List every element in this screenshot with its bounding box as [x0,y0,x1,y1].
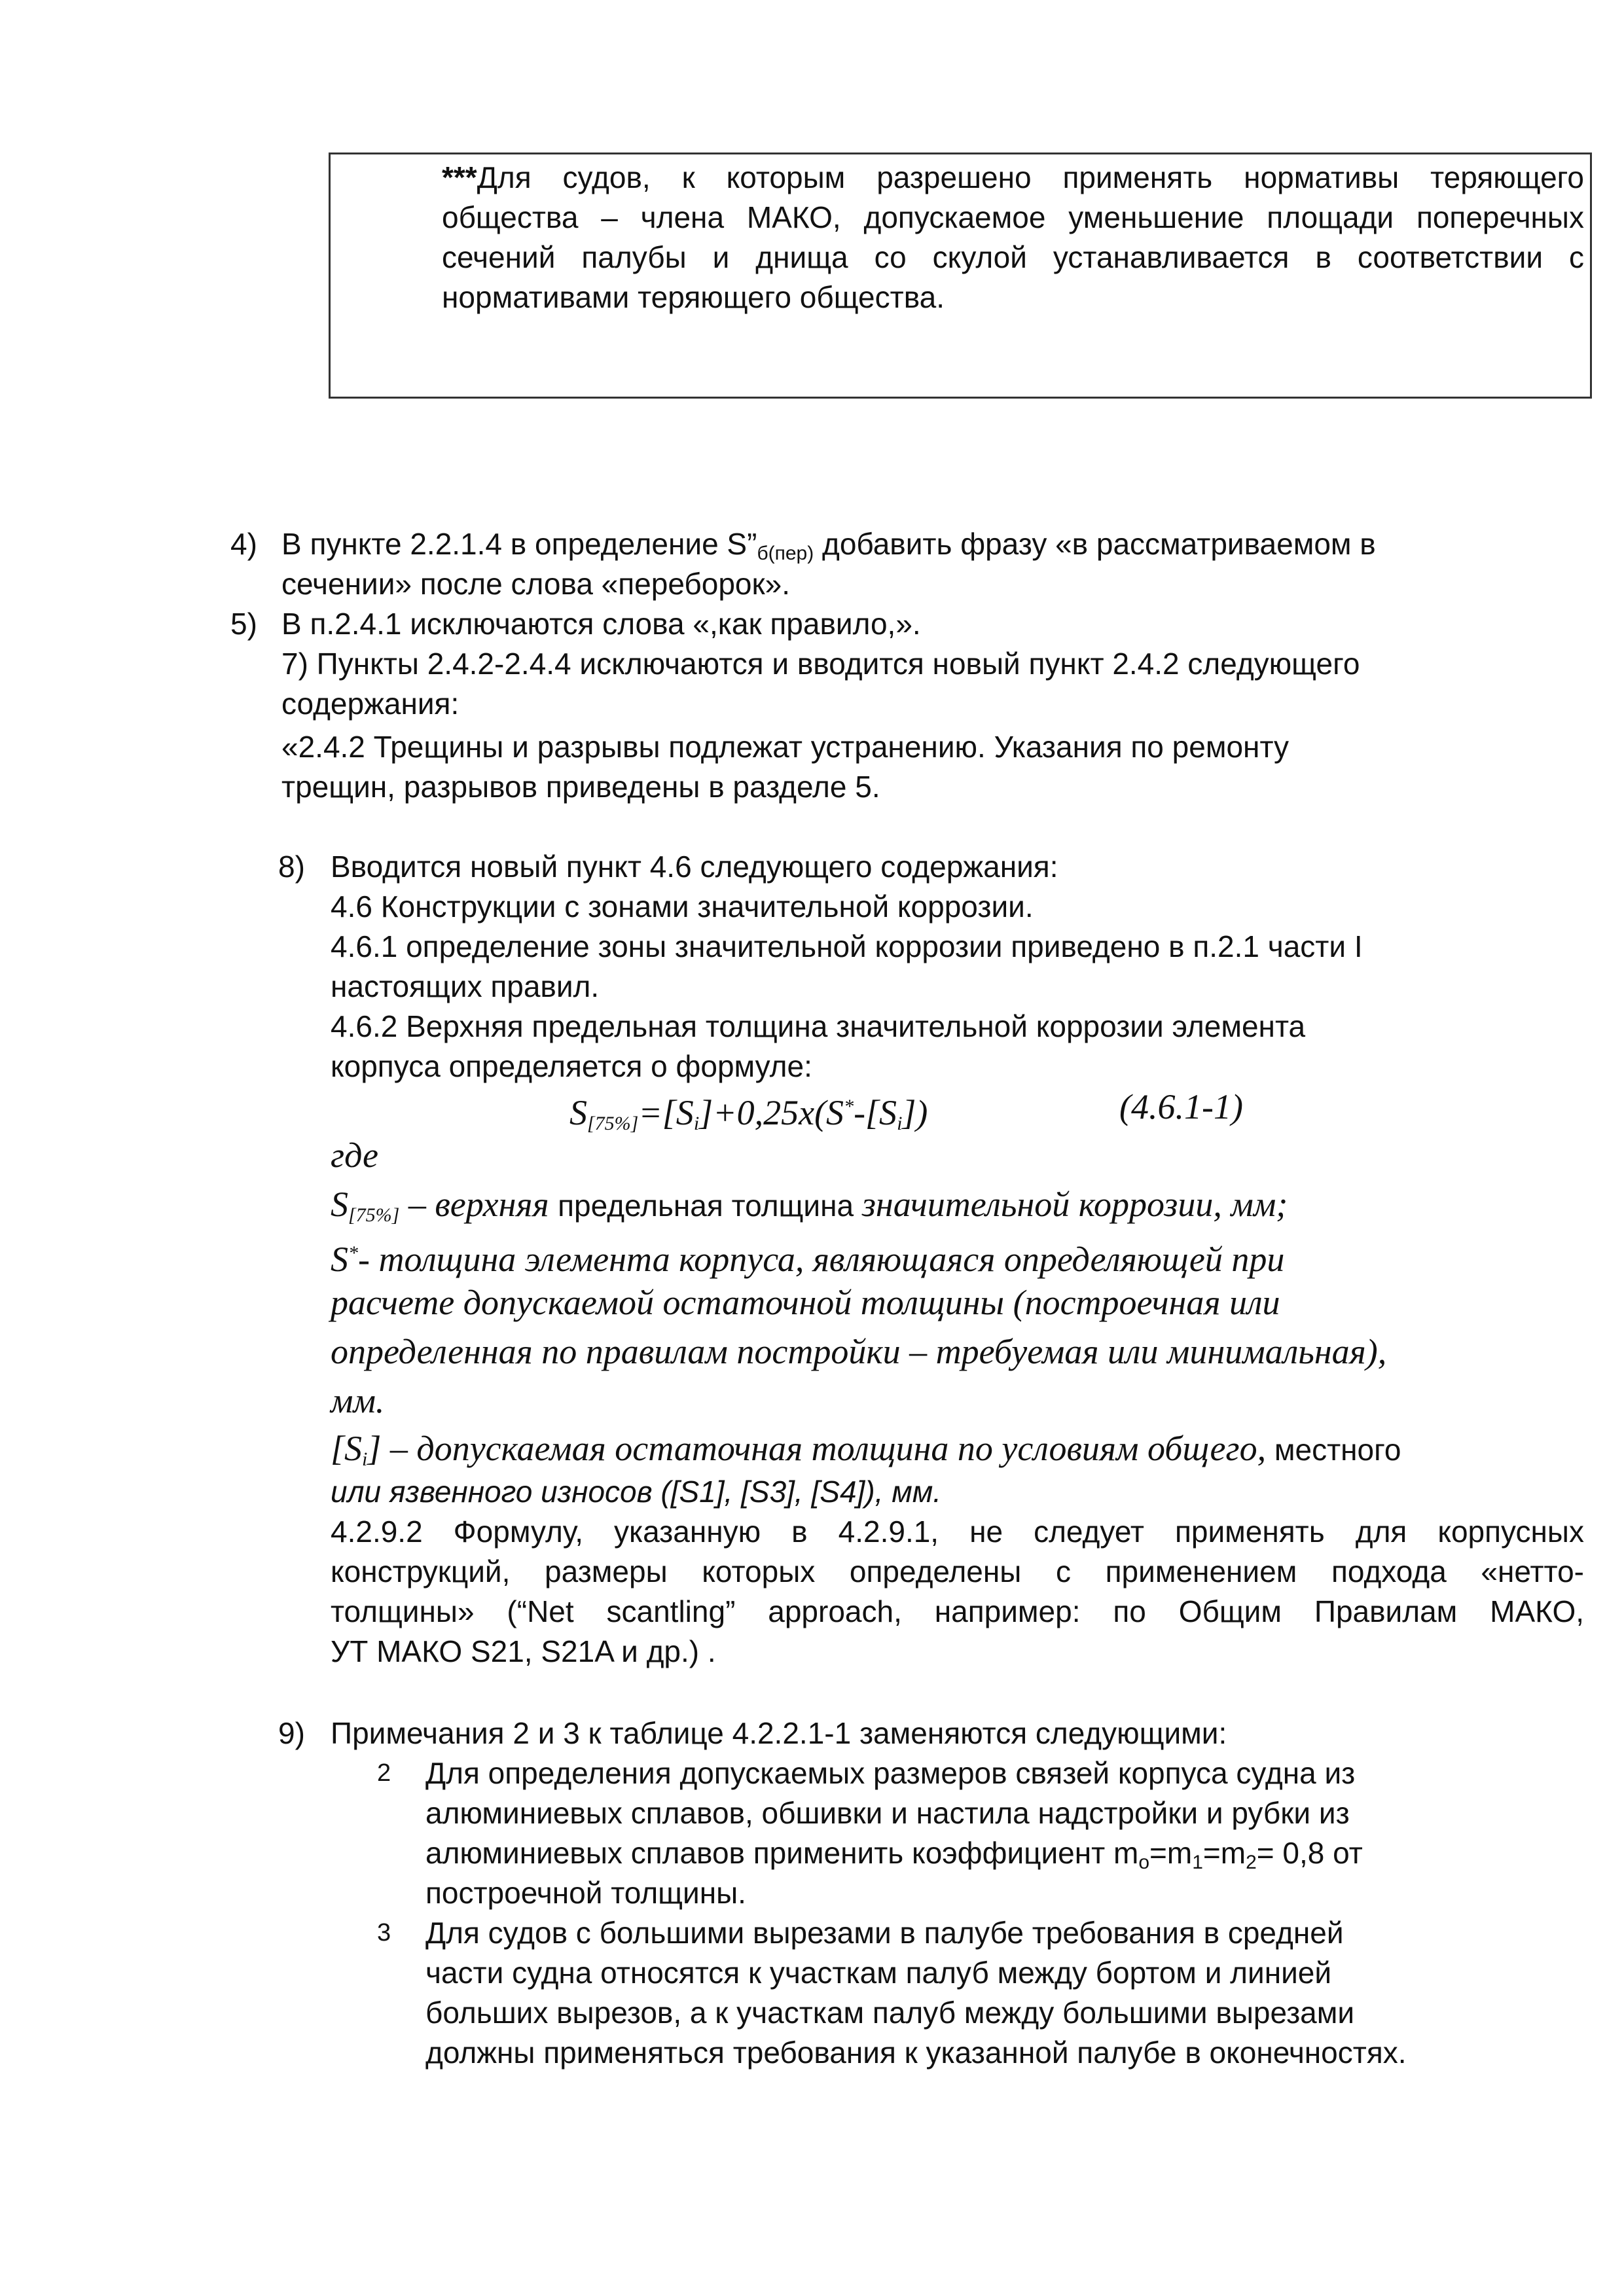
note-2-line-4: построечной толщины. [425,1876,746,1910]
item-8-line-4: настоящих правил. [331,969,600,1003]
where-label: где [331,1136,379,1175]
note-3-number: 3 [377,1919,391,1946]
item-8-line-1: Вводится новый пункт 4.6 следующего содержания: [331,850,1058,884]
def-s-star-line-1: S*- толщина элемента корпуса, являющаяся определяющей при [331,1240,1285,1279]
item-5-line-3: содержания: [281,687,460,721]
note-2-line-1: Для определения допускаемых размеров связей корпуса судна из [425,1756,1356,1790]
item-4-number: 4) [230,527,257,561]
item-4-line-1: В пункте 2.2.1.4 в определение $S”_{б(пер)}$ добавить фразу «в рассматриваемом в [281,527,1376,564]
item-5-line-5: трещин, разрывов приведены в разделе 5. [281,770,880,804]
note-line-2: общества – члена МАКО, допускаемое уменьшение площади поперечных [442,200,1584,234]
formula-reference: (4.6.1-1) [1119,1087,1243,1126]
item-9-number: 9) [278,1716,305,1750]
def-s75: $S_{[75\%]}$ – верхняя предельная толщина значительной коррозии, мм; [331,1185,1288,1226]
def-si-line-2: или язвенного износов ([S1], [S3], [S4]), мм. [331,1475,942,1509]
item-8-number: 8) [278,850,305,884]
def-s-star-line-3: определенная по правилам постройки – требуемая или минимальная), [331,1332,1387,1371]
note-3-line-4: должны применяться требования к указанной палубе в оконечностях. [425,2036,1407,2070]
note-stars: *** [442,160,477,194]
formula: $S_{[75\%]}=[S_i]+0,25x(S^*-[S_i])$ [569,1093,928,1134]
note-3-line-1: Для судов с большими вырезами в палубе требования в средней [425,1916,1344,1950]
item-4-line-2: сечении» после слова «переборок». [281,567,790,601]
def-s-star-line-2: расчете допускаемой остаточной толщины (построечная или [331,1283,1280,1322]
item-5-line-2: 7) Пункты 2.4.2-2.4.4 исключаются и вводится новый пункт 2.4.2 следующего [281,647,1360,681]
item-8-line-6: корпуса определяется о формуле: [331,1049,812,1083]
note-line-3: сечений палубы и днища со скулой устанавливается в соответствии с [442,240,1584,274]
note-line-4: нормативами теряющего общества. [442,280,945,314]
note-2-line-2: алюминиевых сплавов, обшивки и настила надстройки и рубки из [425,1796,1350,1830]
note-3-line-3: больших вырезов, а к участкам палуб между большими вырезами [425,1996,1355,2030]
item-5-line-4: «2.4.2 Трещины и разрывы подлежат устранению. Указания по ремонту [281,730,1290,764]
p4292-line-2: конструкций, размеры которых определены с применением подхода «нетто- [331,1554,1584,1588]
p4292-line-4: УТ МАКО S21, S21A и др.) . [331,1634,716,1668]
note-line-1: ***Для судов, к которым разрешено применять нормативы теряющего [442,160,1584,194]
item-4-subscript: б(пер) [757,543,814,564]
note-2-line-3: алюминиевых сплавов применить коэффициент $m_o=m_1=m_2= 0,8$ от [425,1836,1363,1873]
item-8-line-5: 4.6.2 Верхняя предельная толщина значительной коррозии элемента [331,1009,1306,1043]
p4292-line-3: толщины» (“Net scantling” approach, например: по Общим Правилам МАКО, [331,1594,1584,1628]
note-3-line-2: части судна относятся к участкам палуб между бортом и линией [425,1956,1332,1990]
item-9-line-1: Примечания 2 и 3 к таблице 4.2.2.1-1 заменяются следующими: [331,1716,1227,1750]
item-5-line-1: В п.2.4.1 исключаются слова «,как правило,». [281,607,921,641]
note-2-number: 2 [377,1759,391,1787]
p4292-line-1: 4.2.9.2 Формулу, указанную в 4.2.9.1, не следует применять для корпусных [331,1515,1584,1549]
item-8-line-3: 4.6.1 определение зоны значительной коррозии приведено в п.2.1 части I [331,929,1363,963]
item-5-number: 5) [230,607,257,641]
item-8-line-2: 4.6 Конструкции с зонами значительной коррозии. [331,889,1034,924]
def-s-star-line-4: мм. [331,1381,385,1420]
def-si-line-1: $[S_i]$ – допускаемая остаточная толщина по условиям общего, местного [331,1429,1401,1470]
